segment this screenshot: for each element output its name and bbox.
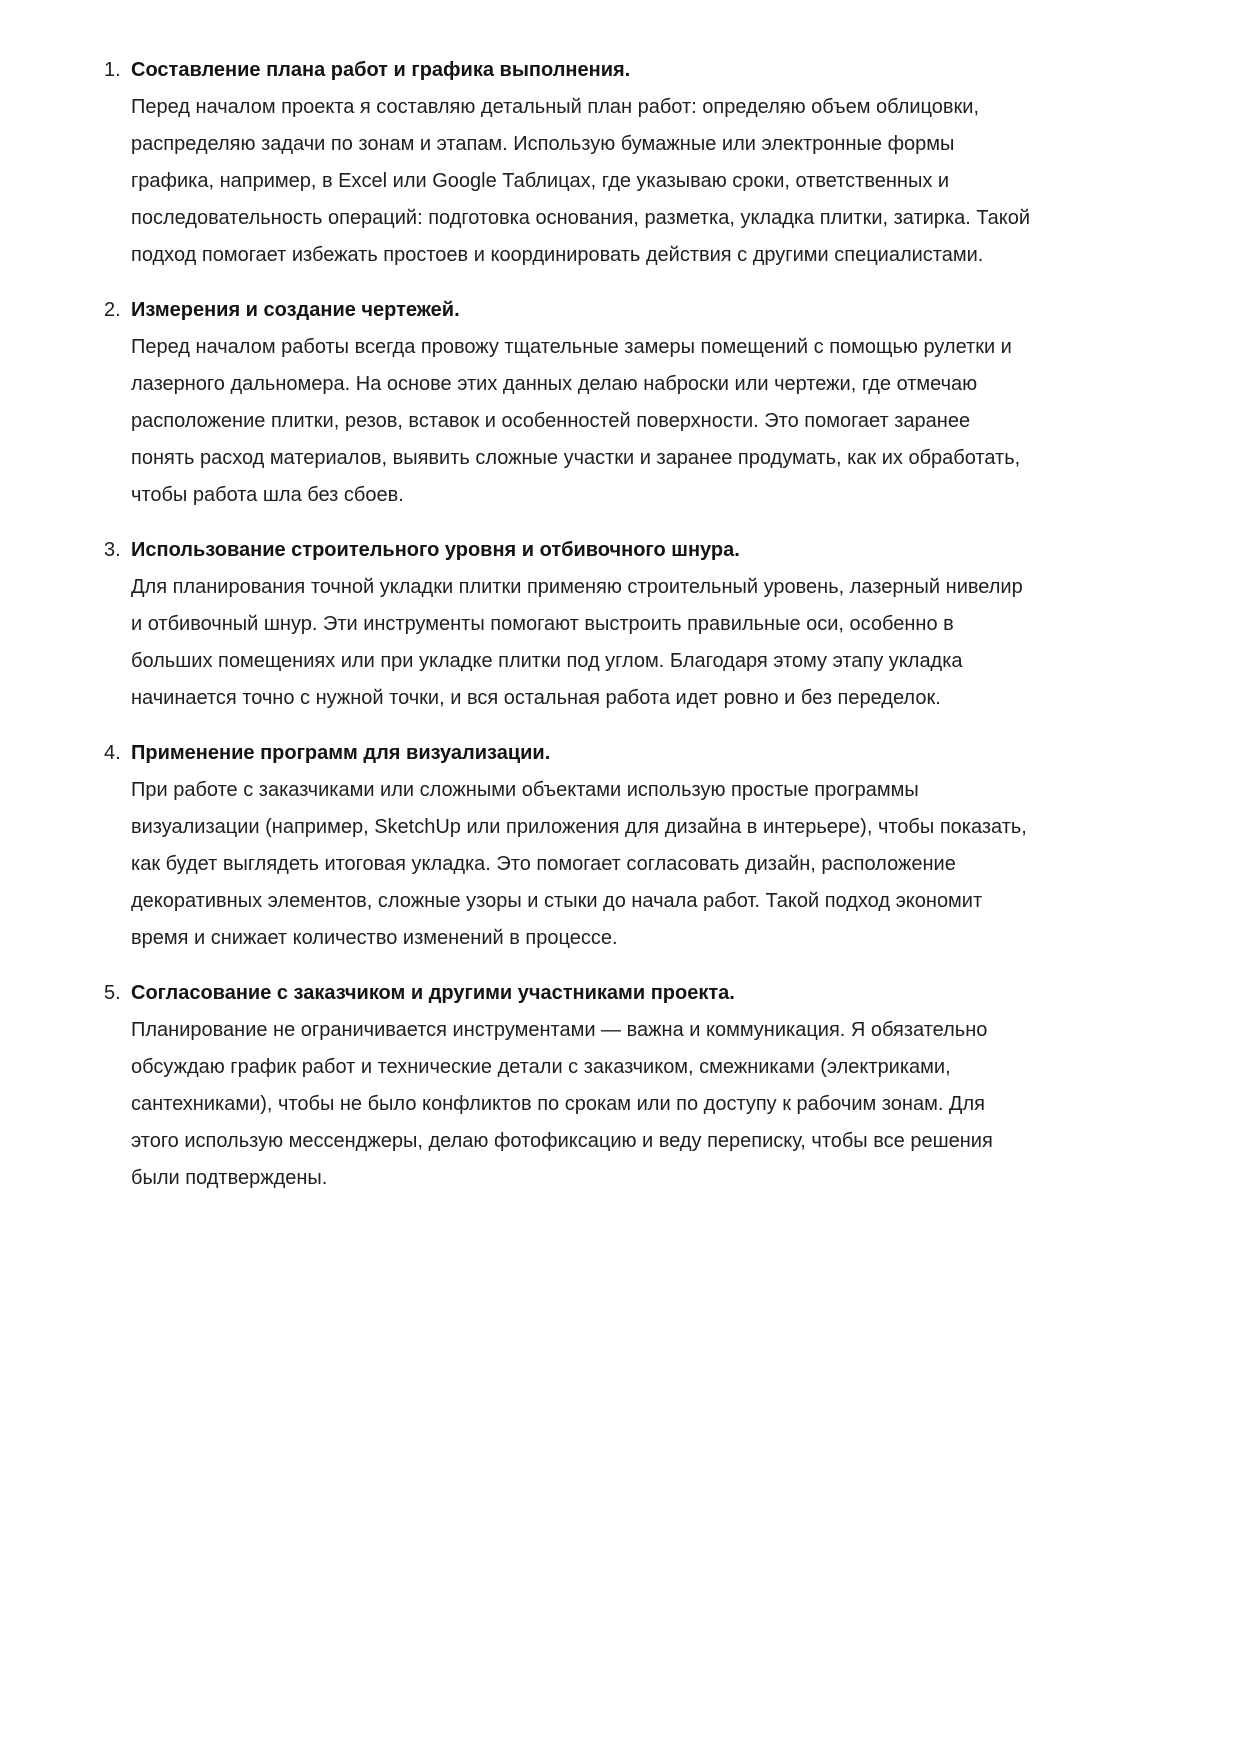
item-content <box>131 292 1039 514</box>
item-number: 2. <box>104 299 121 321</box>
item-body: Перед началом проекта я составляю детальный план работ: определяю объем облицовки, распределяю задачи по зонам и этапам. Использую бумажные или электронные формы графика, например, в Excel или Google Таблицах, где указываю сроки, ответственных и последовательность операций: подготовка основания, разметка, укладка плитки, затирка. Такой подход помогает избежать простоев и координировать действия с другими специалистами. <box>131 96 1031 266</box>
item-title: Применение программ для визуализации. <box>131 742 551 764</box>
item-number: 4. <box>104 742 121 764</box>
item-content <box>131 52 1039 274</box>
item-content <box>131 735 1039 957</box>
item-number: 1. <box>104 59 121 81</box>
item-title: Составление плана работ и графика выполнения. <box>131 59 631 81</box>
list-item <box>104 735 1039 957</box>
item-content <box>131 975 1039 1197</box>
item-body: При работе с заказчиками или сложными объектами использую простые программы визуализации (например, SketchUp или приложения для дизайна в интерьере), чтобы показать, как будет выглядеть итоговая укладка. Это помогает согласовать дизайн, расположение декоративных элементов, сложные узоры и стыки до начала работ. Такой подход экономит время и снижает количество изменений в процессе. <box>131 779 1027 949</box>
item-content <box>131 532 1039 717</box>
list-item <box>104 292 1039 514</box>
item-body: Перед началом работы всегда провожу тщательные замеры помещений с помощью рулетки и лазерного дальномера. На основе этих данных делаю наброски или чертежи, где отмечаю расположение плитки, резов, вставок и особенностей поверхности. Это помогает заранее понять расход материалов, выявить сложные участки и заранее продумать, как их обработать, чтобы работа шла без сбоев. <box>131 336 1021 506</box>
item-body: Планирование не ограничивается инструментами — важна и коммуникация. Я обязательно обсуждаю график работ и технические детали с заказчиком, смежниками (электриками, сантехниками), чтобы не было конфликтов по срокам или по доступу к рабочим зонам. Для этого использую мессенджеры, делаю фотофиксацию и веду переписку, чтобы все решения были подтверждены. <box>131 1019 993 1189</box>
item-number: 5. <box>104 982 121 1004</box>
item-number: 3. <box>104 539 121 561</box>
item-body: Для планирования точной укладки плитки применяю строительный уровень, лазерный нивелир и отбивочный шнур. Эти инструменты помогают выстроить правильные оси, особенно в больших помещениях или при укладке плитки под углом. Благодаря этому этапу укладка начинается точно с нужной точки, и вся остальная работа идет ровно и без переделок. <box>131 576 1023 709</box>
item-title: Использование строительного уровня и отбивочного шнура. <box>131 539 740 561</box>
item-title: Согласование с заказчиком и другими участниками проекта. <box>131 982 735 1004</box>
list-item <box>104 532 1039 717</box>
item-title: Измерения и создание чертежей. <box>131 299 460 321</box>
numbered-list <box>104 52 1039 1197</box>
list-item <box>104 52 1039 274</box>
list-item <box>104 975 1039 1197</box>
